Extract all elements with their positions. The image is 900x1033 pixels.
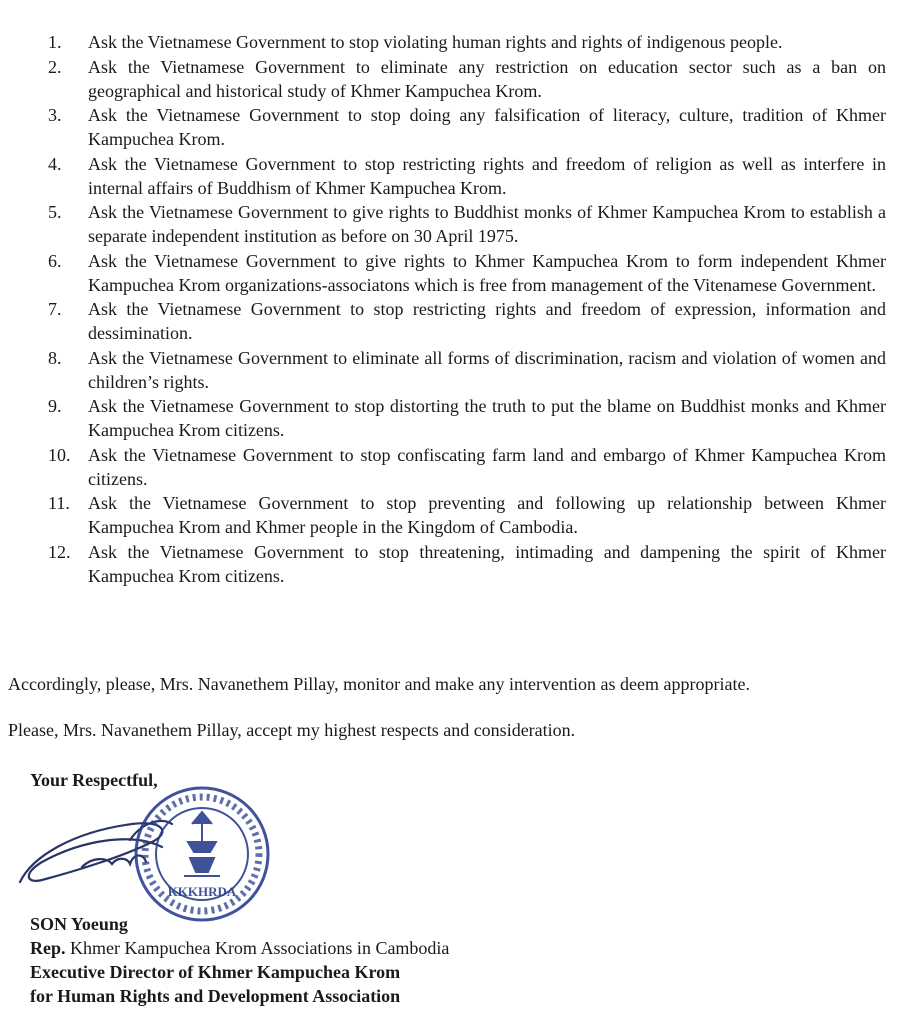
accordingly-paragraph: Accordingly, please, Mrs. Navanethem Pillay, monitor and make any intervention as deem appropriate. bbox=[8, 674, 750, 694]
item-number: 9. bbox=[48, 396, 62, 416]
item-text: Ask the Vietnamese Government to stop distorting the truth to put the blame on Buddhist monks and Khmer Kampuchea Krom citizens. bbox=[88, 396, 886, 440]
rep-label: Rep. bbox=[30, 938, 66, 958]
signatory-name: SON Yoeung bbox=[30, 914, 128, 934]
demand-item bbox=[44, 200, 886, 248]
demand-item bbox=[44, 394, 886, 442]
respects-paragraph: Please, Mrs. Navanethem Pillay, accept my highest respects and consideration. bbox=[8, 720, 576, 740]
item-number: 1. bbox=[48, 32, 62, 52]
item-number: 11. bbox=[48, 493, 70, 513]
demands-list bbox=[44, 30, 886, 588]
item-number: 6. bbox=[48, 250, 62, 271]
demand-item bbox=[44, 491, 886, 539]
item-number: 2. bbox=[48, 56, 62, 77]
signature-block bbox=[30, 912, 449, 1008]
stamp-abbreviation: KKKHRDA bbox=[167, 884, 237, 899]
demand-item bbox=[44, 443, 886, 491]
item-number: 5. bbox=[48, 202, 62, 222]
item-text: Ask the Vietnamese Government to give rights to Buddhist monks of Khmer Kampuchea Krom to establish a separate independent institution as before on 30 April 1975. bbox=[88, 202, 886, 246]
item-number: 12. bbox=[48, 541, 71, 562]
item-text: Ask the Vietnamese Government to stop restricting rights and freedom of religion as well as interfere in internal affairs of Buddhism of Khmer Kampuchea Krom. bbox=[88, 153, 886, 198]
item-text: Ask the Vietnamese Government to stop doing any falsification of literacy, culture, tradition of Khmer Kampuchea Krom. bbox=[88, 105, 886, 149]
item-text: Ask the Vietnamese Government to stop threatening, intimading and dampening the spirit of Khmer Kampuchea Krom citizens. bbox=[88, 541, 886, 586]
representative-line bbox=[30, 936, 449, 960]
item-text: Ask the Vietnamese Government to stop confiscating farm land and embargo of Khmer Kampuchea Krom citizens. bbox=[88, 444, 886, 489]
demand-item bbox=[44, 152, 886, 200]
stamp-emblem bbox=[184, 812, 220, 876]
title-line-1: Executive Director of Khmer Kampuchea Krom bbox=[30, 962, 401, 982]
item-number: 4. bbox=[48, 153, 62, 174]
item-text: Ask the Vietnamese Government to stop restricting rights and freedom of expression, information and dessimination. bbox=[88, 299, 886, 343]
demand-item bbox=[44, 346, 886, 394]
item-number: 3. bbox=[48, 105, 62, 125]
item-number: 10. bbox=[48, 444, 71, 465]
demand-item bbox=[44, 30, 886, 54]
handwritten-signature bbox=[20, 821, 172, 882]
item-number: 7. bbox=[48, 299, 62, 319]
demand-item bbox=[44, 297, 886, 345]
item-text: Ask the Vietnamese Government to give rights to Khmer Kampuchea Krom to form independent Khmer Kampuchea Krom organizations-associatons which is free from management of the Vitenamese Government. bbox=[88, 250, 886, 295]
item-number: 8. bbox=[48, 347, 62, 368]
title-line-2: for Human Rights and Development Association bbox=[30, 986, 401, 1006]
demand-item bbox=[44, 103, 886, 151]
demand-item bbox=[44, 540, 886, 588]
item-text: Ask the Vietnamese Government to stop preventing and following up relationship between Khmer Kampuchea Krom and Khmer people in the Kingdom of Cambodia. bbox=[88, 493, 886, 537]
item-text: Ask the Vietnamese Government to stop violating human rights and rights of indigenous people. bbox=[88, 32, 783, 52]
demand-item bbox=[44, 55, 886, 103]
demand-item bbox=[44, 249, 886, 297]
item-text: Ask the Vietnamese Government to eliminate any restriction on education sector such as a ban on geographical and historical study of Khmer Kampuchea Krom. bbox=[88, 56, 886, 101]
closing-salutation: Your Respectful, bbox=[30, 770, 158, 790]
rep-organization: Khmer Kampuchea Krom Associations in Cambodia bbox=[70, 938, 450, 958]
item-text: Ask the Vietnamese Government to eliminate all forms of discrimination, racism and violation of women and children’s rights. bbox=[88, 347, 886, 392]
